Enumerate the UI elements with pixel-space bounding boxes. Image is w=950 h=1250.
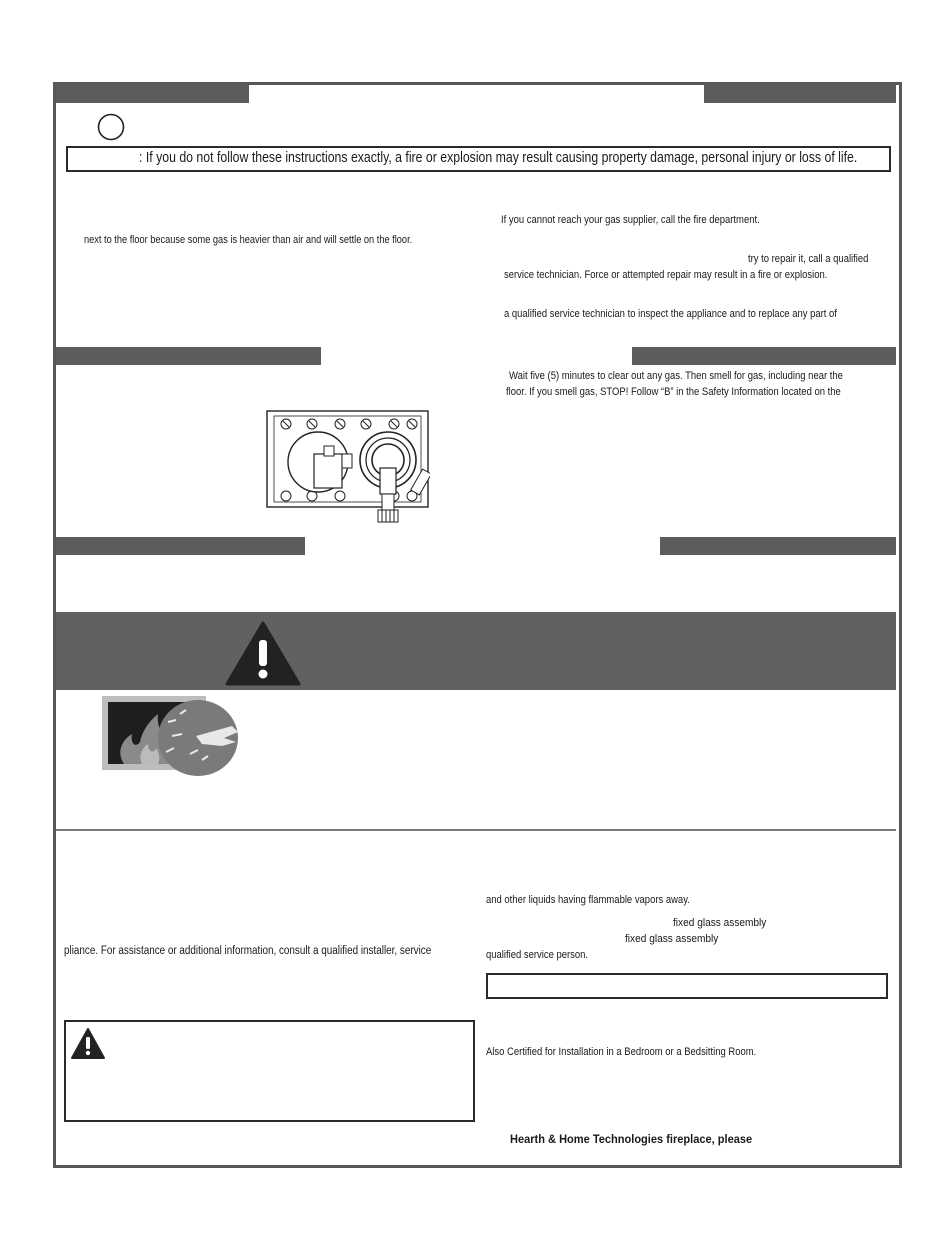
header-bar-right (704, 85, 896, 103)
lighting-bar-right (632, 347, 896, 365)
warning-triangle-small-icon (70, 1027, 106, 1061)
install-text-right-2: fixed glass assembly (673, 917, 767, 929)
header-bar-left (56, 85, 249, 103)
safety-text-right-4: a qualified service technician to inspect the appliance and to replace any part of (504, 308, 837, 320)
install-text-right-5: Also Certified for Installation in a Bedroom or a Bedsitting Room. (486, 1046, 757, 1058)
lighting-bar-left (56, 347, 321, 365)
install-text-right-1: and other liquids having flammable vapors away. (486, 894, 690, 906)
install-text-right-6: Hearth & Home Technologies fireplace, please (510, 1132, 753, 1146)
notice-box (486, 973, 888, 999)
lighting-text-2: floor. If you smell gas, STOP! Follow “B” in the Safety Information located on the (506, 386, 841, 398)
section-divider (56, 829, 896, 831)
safety-text-right-2: try to repair it, call a qualified (748, 253, 869, 265)
safety-text-left-1: next to the floor because some gas is heavier than air and will settle on the floor. (84, 234, 413, 246)
install-text-right-4: qualified service person. (486, 949, 589, 961)
hot-glass-warning-band (56, 612, 896, 690)
safety-text-right-1: If you cannot reach your gas supplier, call the fire department. (501, 214, 760, 226)
gas-valve-diagram (266, 410, 430, 528)
safety-text-right-3: service technician. Force or attempted repair may result in a fire or explosion. (504, 269, 828, 281)
warning-box (64, 1020, 475, 1122)
hot-glass-burn-icon (102, 696, 242, 778)
install-text-left-1: pliance. For assistance or additional information, consult a qualified installer, service (64, 945, 432, 957)
warning-triangle-icon (224, 620, 302, 688)
lighting-text-1: Wait five (5) minutes to clear out any gas. Then smell for gas, including near the (509, 370, 843, 382)
turnoff-bar-right (660, 537, 896, 555)
circle-icon (97, 113, 125, 141)
install-text-right-3: fixed glass assembly (625, 933, 719, 945)
fire-explosion-warning-text: : If you do not follow these instructions exactly, a fire or explosion may result causing property damage, personal injury or loss of life. (139, 149, 858, 166)
turnoff-bar-left (56, 537, 305, 555)
